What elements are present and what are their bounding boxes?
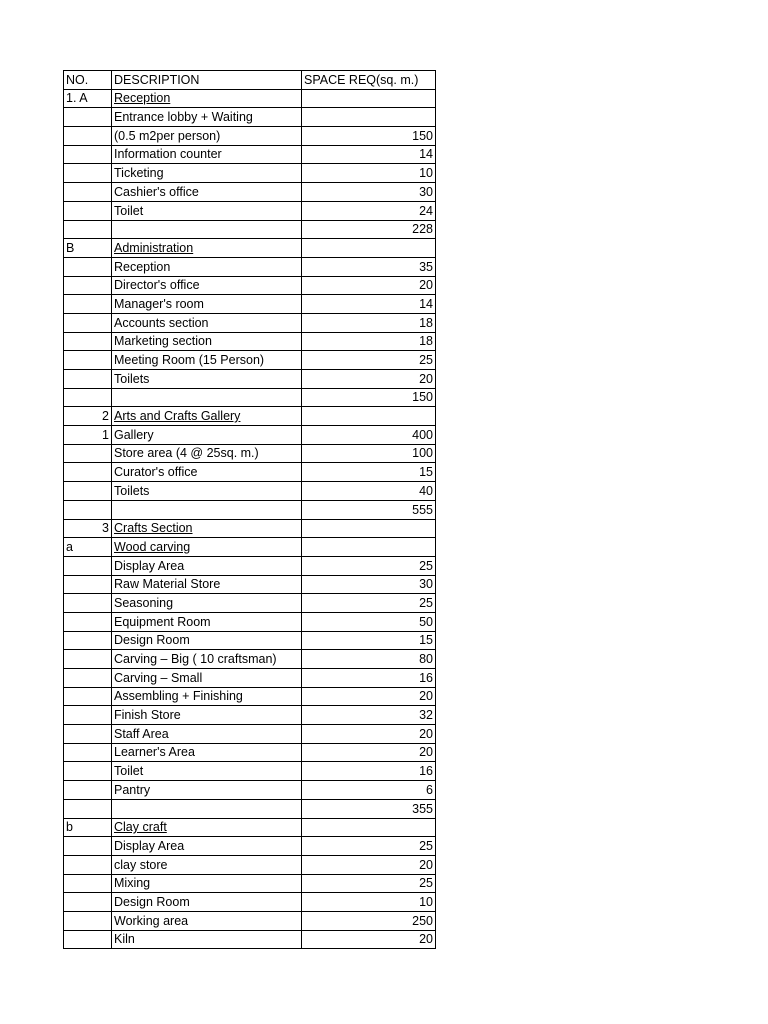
cell-space[interactable]: 30 [302, 575, 436, 594]
cell-description[interactable]: Raw Material Store [112, 575, 302, 594]
cell-section-heading[interactable] [112, 407, 302, 426]
cell-space[interactable]: 80 [302, 650, 436, 669]
cell-no[interactable] [64, 781, 112, 800]
cell-no[interactable] [64, 874, 112, 893]
section-heading-text: Reception [114, 91, 171, 106]
cell-no[interactable]: 1 [64, 426, 112, 445]
cell-no[interactable] [64, 762, 112, 781]
section-heading-text: Clay craft [114, 820, 167, 835]
cell-description[interactable]: Curator's office [112, 463, 302, 482]
table-row [64, 818, 436, 837]
table-row [64, 127, 436, 146]
table-row [64, 482, 436, 501]
cell-no[interactable] [64, 463, 112, 482]
table-row [64, 874, 436, 893]
cell-no[interactable]: 2 [64, 407, 112, 426]
table-row [64, 743, 436, 762]
cell-description[interactable]: Working area [112, 911, 302, 930]
cell-no[interactable] [64, 370, 112, 389]
table-body [64, 89, 436, 949]
cell-no[interactable] [64, 257, 112, 276]
table-row [64, 575, 436, 594]
cell-no[interactable] [64, 669, 112, 688]
cell-no[interactable] [64, 743, 112, 762]
cell-no[interactable] [64, 295, 112, 314]
cell-description[interactable]: Equipment Room [112, 612, 302, 631]
table-row [64, 89, 436, 108]
cell-space[interactable] [302, 108, 436, 127]
cell-space[interactable]: 20 [302, 370, 436, 389]
cell-no[interactable] [64, 930, 112, 949]
cell-space[interactable]: 20 [302, 930, 436, 949]
cell-no[interactable] [64, 799, 112, 818]
table-row [64, 837, 436, 856]
cell-description[interactable]: Learner's Area [112, 743, 302, 762]
space-requirements-table [63, 70, 436, 949]
cell-no[interactable] [64, 725, 112, 744]
cell-space[interactable]: 100 [302, 444, 436, 463]
table-row [64, 201, 436, 220]
cell-space[interactable]: 20 [302, 743, 436, 762]
cell-space[interactable]: 25 [302, 556, 436, 575]
cell-no[interactable] [64, 351, 112, 370]
cell-description[interactable]: Toilets [112, 482, 302, 501]
table-row [64, 164, 436, 183]
cell-description[interactable]: Carving – Small [112, 669, 302, 688]
cell-description[interactable]: Pantry [112, 781, 302, 800]
cell-no[interactable] [64, 650, 112, 669]
cell-description[interactable]: Director's office [112, 276, 302, 295]
cell-space[interactable]: 250 [302, 911, 436, 930]
header-space[interactable]: SPACE REQ(sq. m.) [302, 71, 436, 90]
cell-no[interactable] [64, 594, 112, 613]
cell-space[interactable]: 24 [302, 201, 436, 220]
cell-description[interactable]: Staff Area [112, 725, 302, 744]
cell-space[interactable] [302, 818, 436, 837]
table-row [64, 612, 436, 631]
cell-no[interactable] [64, 108, 112, 127]
table-row [64, 108, 436, 127]
cell-no[interactable] [64, 855, 112, 874]
cell-section-heading[interactable] [112, 538, 302, 557]
cell-description[interactable]: Carving – Big ( 10 craftsman) [112, 650, 302, 669]
cell-no[interactable] [64, 276, 112, 295]
cell-no[interactable] [64, 631, 112, 650]
table-row [64, 463, 436, 482]
table-row [64, 781, 436, 800]
cell-no[interactable] [64, 201, 112, 220]
cell-space[interactable]: 16 [302, 669, 436, 688]
cell-space[interactable]: 25 [302, 874, 436, 893]
cell-description[interactable]: Design Room [112, 631, 302, 650]
header-row [64, 71, 436, 90]
table-row [64, 220, 436, 239]
cell-space[interactable]: 30 [302, 183, 436, 202]
cell-space[interactable] [302, 239, 436, 258]
table-row [64, 183, 436, 202]
cell-description[interactable]: Accounts section [112, 313, 302, 332]
cell-no[interactable] [64, 893, 112, 912]
table-row [64, 706, 436, 725]
cell-space[interactable]: 20 [302, 276, 436, 295]
section-heading-text: Wood carving [114, 539, 191, 554]
table-row [64, 893, 436, 912]
cell-space[interactable] [302, 519, 436, 538]
cell-space[interactable]: 35 [302, 257, 436, 276]
cell-description[interactable]: Marketing section [112, 332, 302, 351]
cell-space[interactable]: 400 [302, 426, 436, 445]
cell-no[interactable] [64, 706, 112, 725]
cell-no[interactable] [64, 313, 112, 332]
cell-description[interactable]: Mixing [112, 874, 302, 893]
table-row [64, 332, 436, 351]
cell-space[interactable]: 10 [302, 893, 436, 912]
table-row [64, 762, 436, 781]
table-row [64, 407, 436, 426]
cell-space[interactable]: 20 [302, 725, 436, 744]
table-row [64, 538, 436, 557]
cell-no[interactable] [64, 911, 112, 930]
cell-space[interactable]: 14 [302, 295, 436, 314]
cell-section-heading[interactable] [112, 239, 302, 258]
cell-description[interactable] [112, 799, 302, 818]
table-row [64, 631, 436, 650]
cell-space[interactable]: 16 [302, 762, 436, 781]
cell-description[interactable]: Cashier's office [112, 183, 302, 202]
cell-space[interactable]: 6 [302, 781, 436, 800]
cell-no[interactable] [64, 482, 112, 501]
cell-description[interactable]: Reception [112, 257, 302, 276]
cell-space[interactable]: 15 [302, 631, 436, 650]
cell-no[interactable] [64, 183, 112, 202]
cell-description[interactable]: Display Area [112, 837, 302, 856]
table-row [64, 444, 436, 463]
cell-no[interactable] [64, 127, 112, 146]
cell-space[interactable]: 40 [302, 482, 436, 501]
table-row [64, 426, 436, 445]
cell-section-heading[interactable] [112, 89, 302, 108]
table-row [64, 725, 436, 744]
cell-no[interactable]: 1. A [64, 89, 112, 108]
cell-description[interactable]: Assembling + Finishing [112, 687, 302, 706]
header-no[interactable]: NO. [64, 71, 112, 90]
cell-no[interactable] [64, 500, 112, 519]
cell-description[interactable]: Toilet [112, 201, 302, 220]
table-row [64, 295, 436, 314]
table-row [64, 519, 436, 538]
cell-description[interactable]: Meeting Room (15 Person) [112, 351, 302, 370]
cell-description[interactable]: Seasoning [112, 594, 302, 613]
table-row [64, 313, 436, 332]
table-row [64, 145, 436, 164]
cell-space[interactable]: 32 [302, 706, 436, 725]
cell-space[interactable]: 150 [302, 127, 436, 146]
cell-description[interactable]: Manager's room [112, 295, 302, 314]
cell-space[interactable]: 20 [302, 855, 436, 874]
cell-space[interactable]: 10 [302, 164, 436, 183]
table-row [64, 669, 436, 688]
cell-space[interactable]: 228 [302, 220, 436, 239]
table-row [64, 276, 436, 295]
cell-space[interactable]: 25 [302, 594, 436, 613]
cell-no[interactable] [64, 388, 112, 407]
table-row [64, 594, 436, 613]
table-row [64, 687, 436, 706]
cell-no[interactable] [64, 444, 112, 463]
cell-description[interactable] [112, 500, 302, 519]
cell-space[interactable]: 150 [302, 388, 436, 407]
table-row [64, 388, 436, 407]
cell-section-heading[interactable] [112, 818, 302, 837]
cell-description[interactable]: Information counter [112, 145, 302, 164]
cell-no[interactable] [64, 332, 112, 351]
cell-space[interactable]: 355 [302, 799, 436, 818]
cell-space[interactable]: 14 [302, 145, 436, 164]
cell-no[interactable] [64, 612, 112, 631]
cell-space[interactable]: 18 [302, 332, 436, 351]
cell-space[interactable]: 18 [302, 313, 436, 332]
cell-description[interactable]: Entrance lobby + Waiting [112, 108, 302, 127]
cell-space[interactable] [302, 89, 436, 108]
cell-space[interactable]: 15 [302, 463, 436, 482]
cell-description[interactable]: Toilet [112, 762, 302, 781]
section-heading-text: Administration [114, 240, 194, 255]
cell-space[interactable]: 50 [302, 612, 436, 631]
cell-no[interactable]: B [64, 239, 112, 258]
table-row [64, 650, 436, 669]
cell-description[interactable]: Toilets [112, 370, 302, 389]
cell-description[interactable]: Gallery [112, 426, 302, 445]
table-row [64, 556, 436, 575]
cell-no[interactable] [64, 220, 112, 239]
table-row [64, 257, 436, 276]
table-row [64, 855, 436, 874]
cell-description[interactable]: Finish Store [112, 706, 302, 725]
cell-space[interactable] [302, 407, 436, 426]
cell-no[interactable] [64, 145, 112, 164]
cell-description[interactable]: Kiln [112, 930, 302, 949]
cell-no[interactable] [64, 837, 112, 856]
cell-description[interactable]: Display Area [112, 556, 302, 575]
cell-space[interactable]: 555 [302, 500, 436, 519]
cell-space[interactable] [302, 538, 436, 557]
header-description[interactable]: DESCRIPTION [112, 71, 302, 90]
cell-space[interactable]: 25 [302, 351, 436, 370]
cell-no[interactable] [64, 164, 112, 183]
cell-space[interactable]: 20 [302, 687, 436, 706]
table-row [64, 239, 436, 258]
cell-no[interactable]: b [64, 818, 112, 837]
table-row [64, 370, 436, 389]
cell-space[interactable]: 25 [302, 837, 436, 856]
table-row [64, 930, 436, 949]
cell-description[interactable]: Design Room [112, 893, 302, 912]
cell-description[interactable] [112, 388, 302, 407]
cell-no[interactable]: 3 [64, 519, 112, 538]
cell-no[interactable] [64, 556, 112, 575]
cell-description[interactable]: (0.5 m2per person) [112, 127, 302, 146]
cell-description[interactable]: Ticketing [112, 164, 302, 183]
cell-description[interactable] [112, 220, 302, 239]
table-row [64, 351, 436, 370]
cell-no[interactable] [64, 687, 112, 706]
cell-description[interactable]: Store area (4 @ 25sq. m.) [112, 444, 302, 463]
table-row [64, 799, 436, 818]
cell-no[interactable]: a [64, 538, 112, 557]
table-row [64, 911, 436, 930]
section-heading-text: Crafts Section [114, 521, 193, 536]
cell-no[interactable] [64, 575, 112, 594]
table-row [64, 500, 436, 519]
cell-section-heading[interactable] [112, 519, 302, 538]
cell-description[interactable]: clay store [112, 855, 302, 874]
section-heading-text: Arts and Crafts Gallery [114, 409, 241, 424]
